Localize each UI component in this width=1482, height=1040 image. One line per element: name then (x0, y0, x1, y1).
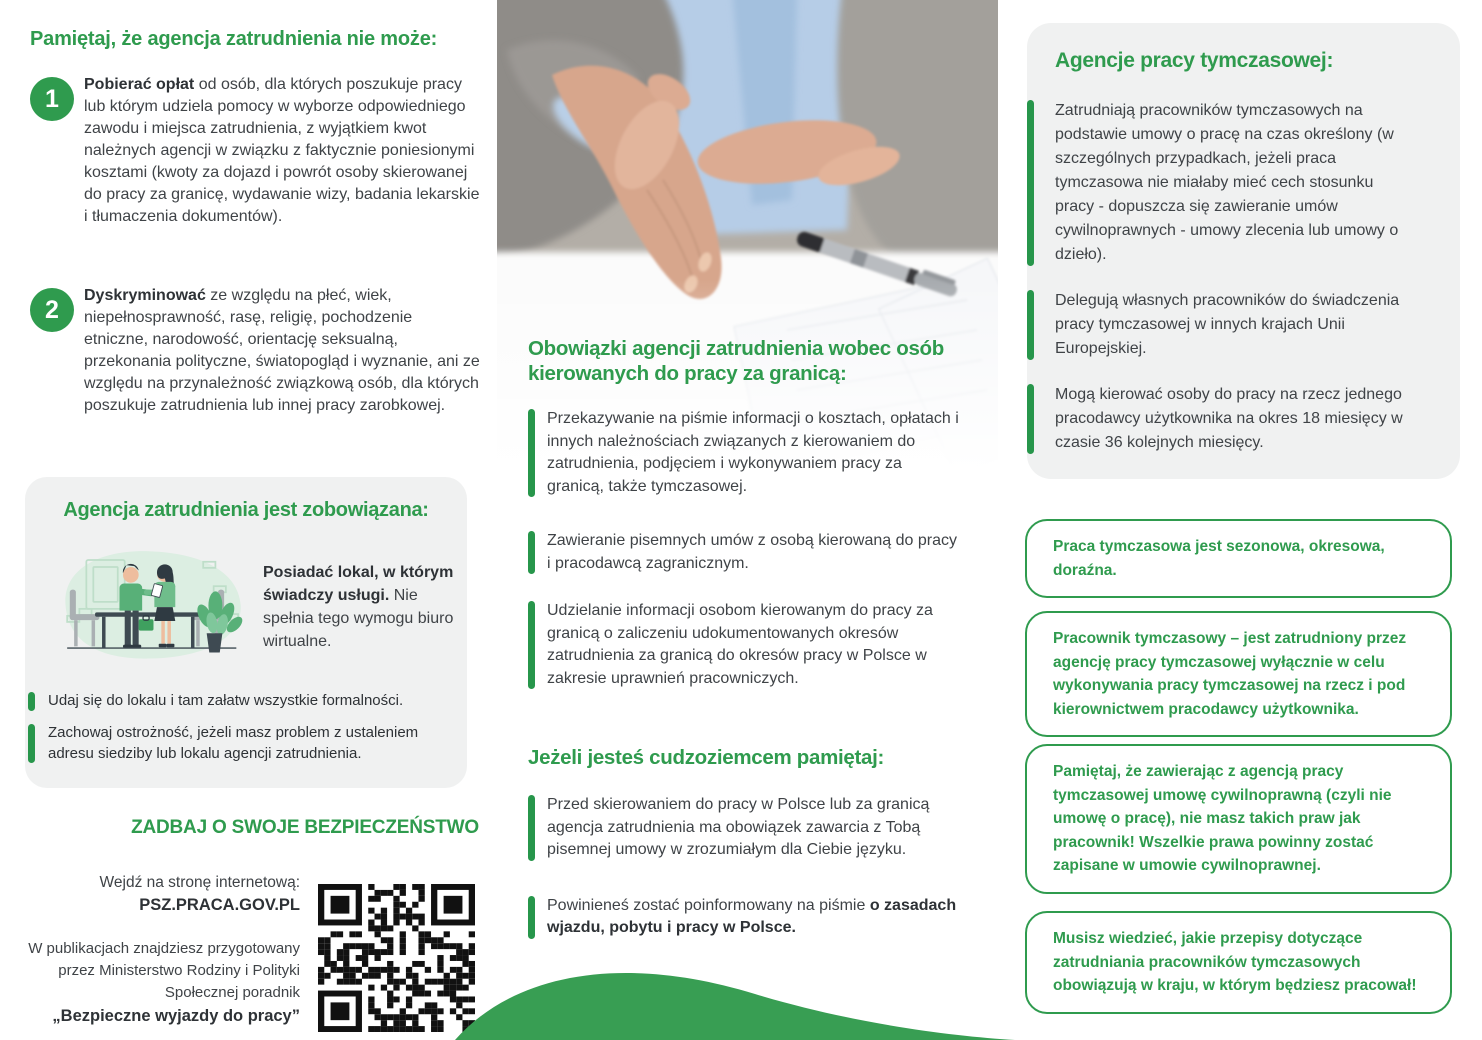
info-box-text: Pracownik tymczasowy – jest zatrudniony przez agencję pracy tymczasowej wyłącznie w celu wykonywania pracy tymczasowej na rzecz i pod kierownictwem pracodawcy użytkownika. (1053, 630, 1407, 718)
agency-fact-item (1027, 289, 1410, 361)
temp-agencies-box (1027, 23, 1460, 479)
foreigner-body: Przed skierowaniem do pracy w Polsce lub za granicą agencja zatrudnienia ma obowiązek zawarcia z Tobą pisemnej umowy w zrozumiałym dla Ciebie języku. (547, 796, 930, 858)
premises-requirement-body: Nie spełnia tego wymogu biuro wirtualne. (263, 587, 454, 650)
info-box (1025, 911, 1452, 1014)
publication-text: W publikacjach znajdziesz przygotowany przez Ministerstwo Rodziny i Polityki Społecznej poradnik (28, 940, 300, 1001)
obligation-box (25, 477, 467, 788)
obligation-header: Agencja zatrudnienia jest zobowiązana: (63, 499, 429, 521)
advice-item (28, 691, 460, 712)
info-box (1025, 611, 1452, 737)
green-bar (528, 531, 535, 574)
info-box-text: Pamiętaj, że zawierając z agencją pracy tymczasowej umowę cywilnoprawną (czyli nie umowę o pracę), nie masz takich praw jak pracownik! Wszelkie prawa powinny zostać zapisane w umowie cywilnoprawnej. (1053, 763, 1392, 874)
advice-text: Udaj się do lokalu i tam załatw wszystkie formalności. (48, 692, 404, 709)
foreigner-item (528, 794, 960, 862)
premises-requirement (263, 561, 459, 653)
foreigner-text (547, 794, 960, 862)
website-block (10, 872, 300, 916)
safety-header: ZADBAJ O SWOJE BEZPIECZEŃSTWO (131, 817, 479, 838)
duty-text: Zawieranie pisemnych umów z osobą kierowaną do pracy i pracodawcą zagranicznym. (547, 532, 957, 572)
info-box-text: Praca tymczasowa jest sezonowa, okresowa, doraźna. (1053, 538, 1385, 579)
prohibition-lead: Dyskryminować (84, 287, 206, 304)
prohibition-text (84, 285, 480, 417)
advice-item (28, 723, 460, 764)
duty-text: Udzielanie informacji osobom kierowanym do pracy za granicą o zaliczeniu udokumentowanych okresów zatrudnienia za granicą do okresów pracy w Polsce w zakresie uprawnień pracowniczych. (547, 602, 933, 687)
publication-title: „Bezpieczne wyjazdy do pracy” (52, 1007, 300, 1025)
decorative-green-blob (455, 958, 1015, 1040)
middle-text-flow (528, 336, 960, 940)
duty-item (528, 408, 960, 498)
prohibition-body: ze względu na płeć, wiek, niepełnosprawność, rasę, religię, pochodzenie etniczne, narodowość, orientację seksualną, przekonania polityczne, światopogląd i wyznanie, ani ze względu na przynależność związkową osób, dla których poszukuje zatrudnienia lub innej pracy zarobkowej. (84, 287, 480, 414)
green-bar (528, 795, 535, 861)
qr-code (318, 884, 475, 1032)
green-bar (528, 601, 535, 689)
prohibition-item (30, 74, 480, 228)
agency-fact-item (1027, 99, 1410, 267)
green-bar (1027, 290, 1034, 360)
premises-requirement-bold: Posiadać lokal, w którym świadczy usługi. (263, 564, 454, 604)
prohibitions-header: Pamiętaj, że agencja zatrudnienia nie może: (30, 28, 438, 50)
info-box-text: Musisz wiedzieć, jakie przepisy dotyczące zatrudniania pracowników tymczasowych obowiązują w kraju, w którym będziesz pracował! (1053, 930, 1417, 994)
duty-item (528, 600, 960, 690)
agency-fact-text: Mogą kierować osoby do pracy na rzecz jednego pracodawcy użytkownika na okres 18 miesięcy w czasie 36 kolejnych miesięcy. (1055, 386, 1403, 451)
advice-text: Zachowaj ostrożność, jeżeli masz problem z ustaleniem adresu siedziby lub lokalu agencji zatrudnienia. (48, 724, 419, 762)
website-intro: Wejdź na stronę internetową: (99, 874, 300, 891)
green-bar (1027, 100, 1034, 266)
duty-text: Przekazywanie na piśmie informacji o kosztach, opłatach i innych należnościach związanych z kierowaniem do zatrudnienia, podjęciem i wykonywaniem pracy za granicą, także tymczasowej. (547, 410, 959, 495)
prohibition-text (84, 74, 480, 228)
duties-header: Obowiązki agencji zatrudnienia wobec osób kierowanych do pracy za granicą: (528, 337, 944, 385)
agency-fact-text: Delegują własnych pracowników do świadczenia pracy tymczasowej w innych krajach Unii Europejskiej. (1055, 292, 1400, 357)
green-bar (528, 409, 535, 497)
agency-fact-item (1027, 383, 1410, 455)
foreigner-header: Jeżeli jesteś cudzoziemcem pamiętaj: (528, 746, 885, 769)
foreigner-body: Powinieneś zostać poinformowany na piśmie (547, 896, 870, 914)
number-badge: 1 (30, 77, 74, 121)
prohibition-body: od osób, dla których poszukuje pracy lub którym udziela pomocy w wyborze odpowiedniego zawodu i miejsca zatrudnienia, z wyjątkiem kwot należnych agencji w związku z faktycznie poniesionymi kosztami (kwoty za dojazd i powrót osoby skierowanej do pracy za granicę, wydawanie wizy, badania lekarskie i tłumaczenia dokumentów). (84, 76, 480, 225)
prohibition-lead: Pobierać opłat (84, 76, 195, 93)
prohibition-item (30, 285, 480, 417)
info-box (1025, 744, 1452, 894)
duty-item (528, 530, 960, 575)
green-bar (28, 724, 35, 763)
website-address: PSZ.PRACA.GOV.PL (139, 896, 300, 914)
foreigner-bold: o zasadach wjazdu, pobytu i pracy w Polsce. (547, 896, 957, 936)
handshake-office-illustration (41, 531, 259, 671)
green-bar (28, 692, 35, 711)
number-badge: 2 (30, 288, 74, 332)
green-bar (528, 896, 535, 939)
agency-fact-text: Zatrudniają pracowników tymczasowych na podstawie umowy o pracę na czas określony (w szczególnych przypadkach, jeżeli praca tymczasowa nie miałaby mieć cech stosunku pracy - dopuszcza się zawieranie umów cywilnoprawnych - umowy zlecenia lub umowy o dzieło). (1055, 102, 1399, 263)
publication-block (10, 938, 300, 1028)
foreigner-item (528, 895, 960, 940)
info-box (1025, 519, 1452, 598)
foreigner-text (547, 895, 960, 940)
temp-agencies-header: Agencje pracy tymczasowej: (1055, 49, 1334, 72)
green-bar (1027, 384, 1034, 454)
